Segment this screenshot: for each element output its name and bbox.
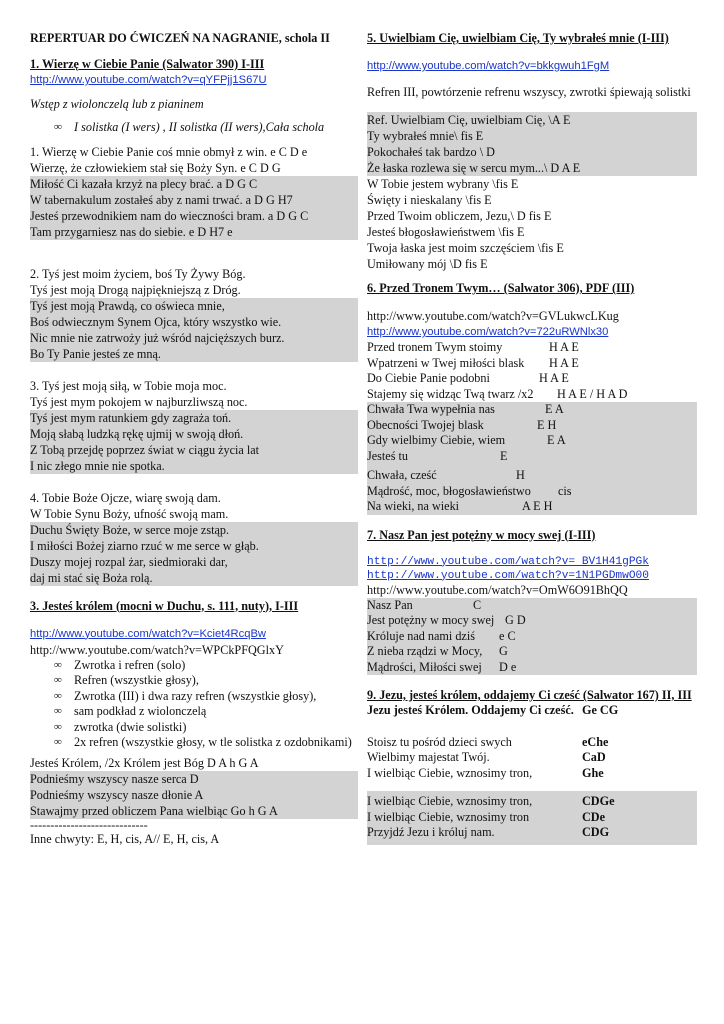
lyric-text: Chwała Twa wypełnia nas [367, 402, 495, 416]
song-1-verse-2 [30, 266, 358, 362]
lyric-text: Stajemy się widząc Twą twarz /x2 [367, 386, 534, 401]
lyric-line [367, 387, 697, 403]
lyric-line: Umiłowany mój \D fis E [367, 257, 488, 271]
page-title: REPERTUAR DO ĆWICZEŃ NA NAGRANIE, schola II [30, 31, 330, 45]
lyric-line [367, 598, 697, 614]
song-5-heading: 5. Uwielbiam Cię, uwielbiam Cię, Ty wybrałeś mnie (I-III) [367, 31, 669, 45]
chords: Ghe [582, 765, 604, 780]
song-5-lyrics [367, 112, 697, 272]
lyric-line: Podnieśmy wszyscy nasze dłonie A [30, 787, 358, 803]
lyric-text: Stoisz tu pośród dzieci swych [367, 734, 512, 749]
lyric-line: Moją słabą ludzką rękę ujmij w swoją dłoń. [30, 426, 358, 442]
lyric-line: I nic złego mnie nie spotka. [30, 458, 358, 474]
lyric-line: Nic mnie nie zatrwoży już wśród najcięższych burz. [30, 330, 358, 346]
list-item: ∞ 2x refren (wszystkie głosy, w tle solistka z ozdobnikami) [54, 735, 358, 751]
lyric-line [367, 402, 697, 418]
separator-line: ----------------------------- [30, 817, 148, 832]
song-6-heading: 6. Przed Tronem Twym… (Salwator 306), PDF (III) [367, 281, 635, 295]
lyric-line: I miłości Bożej ziarno rzuć w me serce w głąb. [30, 538, 358, 554]
lyric-text: Wpatrzeni w Twej miłości blask [367, 355, 525, 370]
chords: E A [547, 433, 566, 447]
song-3-heading: 3. Jesteś królem (mocni w Duchu, s. 111, nuty), I-III [30, 598, 299, 613]
list-item: ∞ Zwrotka (III) i dwa razy refren (wszystkie głosy), [54, 689, 358, 705]
song-7-heading: 7. Nasz Pan jest potężny w mocy swej (I-III) [367, 527, 596, 542]
song-7-link-1[interactable]: http://www.youtube.com/watch?v= BV1H41gPGk [367, 555, 649, 568]
lyric-line: W tabernakulum zostałeś aby z nami trwać. a D G H7 [30, 192, 358, 208]
song-1-verse-4 [30, 490, 358, 586]
song-9-heading-text: 9. Jezu, jesteś królem, oddajemy Ci cześć (Salwator 167) II, III [367, 688, 692, 702]
song-1-heading: 1. Wierzę w Ciebie Panie (Salwator 390) I-III [30, 57, 265, 71]
lyric-line [367, 766, 697, 782]
lyric-text: Nasz Pan [367, 597, 413, 612]
song-6-link-plain: http://www.youtube.com/watch?v=GVLukwcLKug [367, 309, 619, 323]
lyric-line [367, 644, 697, 660]
lyric-line [367, 356, 697, 372]
lyric-line: Tyś jest mym pokojem w najburzliwszą noc. [30, 394, 248, 409]
list-item: ∞ Refren (wszystkie głosy), [54, 673, 358, 689]
lyric-line [367, 810, 697, 826]
chords: G [499, 644, 508, 658]
lyric-line: Jesteś przewodnikiem nam do wieczności bram. a D G C [30, 208, 358, 224]
lyric-line: W Tobie jestem wybrany \fis E [367, 177, 519, 191]
chords: CDe [582, 809, 606, 824]
song-7-link-plain: http://www.youtube.com/watch?v=OmW6O91BhQQ [367, 582, 628, 597]
lyric-text: Do Ciebie Panie podobni [367, 371, 490, 385]
lyric-line: Święty i nieskalany \fis E [367, 193, 492, 207]
song-5-note: Refren III, powtórzenie refrenu wszyscy, zwrotki śpiewają solistki [367, 85, 691, 99]
subtitle-text: Jezu jesteś Królem. Oddajemy Ci cześć. [367, 703, 574, 717]
song-5-link[interactable]: http://www.youtube.com/watch?v=bkkgwuh1FgM [367, 60, 610, 72]
lyric-line [367, 794, 697, 810]
chords: E [500, 448, 508, 463]
chords: A E H [522, 499, 553, 513]
chords: CDG [582, 825, 610, 839]
right-column [367, 30, 697, 845]
lyric-line: 1. Wierzę w Ciebie Panie coś mnie obmył z win. e C D e [30, 144, 308, 159]
lyric-line [367, 499, 697, 515]
lyric-text: Wielbimy majestat Twój. [367, 750, 490, 764]
chords: e C [499, 628, 516, 643]
lyric-line: Z Tobą przejdę poprzez świat w ciągu życia lat [30, 442, 358, 458]
song-1-bullets [30, 120, 358, 136]
chords: Ge CG [582, 703, 619, 717]
chords: E A [545, 402, 564, 416]
song-9-verse-2 [367, 791, 697, 845]
chords: H A E [539, 371, 569, 385]
chords: C [473, 597, 482, 612]
song-1-intro: Wstęp z wiolonczelą lub z pianinem [30, 97, 204, 111]
lyric-text: Przyjdź Jezu i króluj nam. [367, 825, 495, 839]
chords: CDGe [582, 794, 615, 808]
song-9-heading [367, 687, 697, 703]
lyric-line: Stawajmy przed obliczem Pana wielbiąc Go h G A [30, 803, 358, 819]
song-1-verse-1 [30, 144, 358, 240]
lyric-line: Przed Twoim obliczem, Jezu,\ D fis E [367, 209, 552, 223]
lyric-line [367, 371, 697, 387]
lyric-text: Króluje nad nami dziś [367, 628, 475, 643]
lyric-line [367, 468, 697, 484]
lyric-text: I wielbiąc Ciebie, wznosimy tron [367, 809, 530, 824]
lyric-line: Tyś jest mym ratunkiem gdy zagraża toń. [30, 410, 358, 426]
chords: D e [499, 659, 517, 674]
lyric-line: Bo Ty Panie jesteś ze mną. [30, 346, 358, 362]
lyric-line: daj mi stać się Boża rolą. [30, 570, 358, 586]
list-item: ∞ zwrotka (dwie solistki) [54, 720, 358, 736]
lyric-text: Przed tronem Twym stoimy [367, 340, 503, 354]
lyric-line: Ty wybrałeś mnie\ fis E [367, 128, 697, 144]
song-7-lyrics [367, 598, 697, 676]
lyric-line [367, 340, 697, 356]
lyric-line: Tyś jest moją Prawdą, co oświeca mnie, [30, 298, 358, 314]
chords: H A E / H A D [557, 386, 628, 401]
song-9-verse-1 [367, 735, 697, 782]
list-item: ∞ I solistka (I wers) , II solistka (II wers),Cała schola [54, 120, 358, 136]
song-1-link[interactable]: http://www.youtube.com/watch?v=qYFPjj1S67U [30, 74, 267, 86]
song-3-link-1[interactable]: http://www.youtube.com/watch?v=Kciet4RcqBw [30, 627, 266, 640]
lyric-text: I wielbiąc Ciebie, wznosimy tron, [367, 765, 533, 780]
lyric-line: Twoja łaska jest moim szczęściem \fis E [367, 241, 564, 255]
lyric-text: Jest potężny w mocy swej [367, 613, 495, 627]
lyric-line: W Tobie Synu Boży, ufność swoją mam. [30, 506, 229, 521]
lyric-line [367, 735, 697, 751]
lyric-text: Z nieba rządzi w Mocy, [367, 644, 483, 658]
chords: H A E [549, 355, 579, 370]
left-column [30, 30, 358, 847]
lyric-line: Miłość Ci kazała krzyż na plecy brać. a D G C [30, 176, 358, 192]
lyric-line: Jesteś Królem, /2x Królem jest Bóg D A h G A [30, 755, 259, 770]
lyric-line [367, 449, 697, 465]
lyric-line: Tyś jest moją Drogą najpiękniejszą z Dróg. [30, 282, 241, 297]
lyric-line: Jesteś błogosławieństwem \fis E [367, 225, 525, 239]
song-6-link[interactable]: http://www.youtube.com/watch?v=722uRWNlx30 [367, 326, 609, 338]
lyric-text: Na wieki, na wieki [367, 499, 460, 513]
lyric-line [367, 660, 697, 676]
lyric-text: Obecności Twojej blask [367, 417, 484, 432]
lyric-line: Pokochałeś tak bardzo \ D [367, 144, 697, 160]
lyric-text: Jesteś tu [367, 448, 408, 463]
song-9-subtitle [367, 703, 697, 719]
song-6-verse [367, 340, 697, 402]
lyric-line [367, 750, 697, 766]
lyric-line: 4. Tobie Boże Ojcze, wiarę swoją dam. [30, 490, 221, 505]
chords: eChe [582, 734, 609, 749]
list-item: ∞ sam podkład z wiolonczelą [54, 704, 358, 720]
lyric-line [367, 418, 697, 434]
song-3-lyrics [30, 755, 358, 847]
lyric-line [367, 484, 697, 500]
lyric-line: 2. Tyś jest moim życiem, boś Ty Żywy Bóg. [30, 266, 246, 281]
chords: E H [537, 417, 557, 432]
lyric-line: 3. Tyś jest moją siłą, w Tobie moja moc. [30, 378, 227, 393]
chords: H [516, 468, 525, 482]
lyric-line: Inne chwyty: E, H, cis, A// E, H, cis, A [30, 831, 220, 846]
chords: CaD [582, 750, 606, 764]
lyric-text: I wielbiąc Ciebie, wznosimy tron, [367, 794, 533, 808]
lyric-line: Duchu Święty Boże, w serce moje zstąp. [30, 522, 358, 538]
song-3-bullets [30, 658, 358, 751]
lyric-line [367, 613, 697, 629]
lyric-line: Podnieśmy wszyscy nasze serca D [30, 771, 358, 787]
lyric-text: Mądrość, moc, błogosławieństwo [367, 483, 531, 498]
lyric-line: Ref. Uwielbiam Cię, uwielbiam Cię, \A E [367, 112, 697, 128]
lyric-text: Chwała, cześć [367, 468, 437, 482]
lyric-line: Tam przygarniesz nas do siebie. e D H7 e [30, 224, 358, 240]
song-7-link-2[interactable]: http://www.youtube.com/watch?v=1N1PGDmwO00 [367, 569, 649, 582]
lyric-line [367, 629, 697, 645]
song-1-verse-3 [30, 378, 358, 474]
chords: cis [558, 483, 572, 498]
lyric-line: Duszy mojej rozpal żar, siedmioraki dar, [30, 554, 358, 570]
lyric-text: Gdy wielbimy Ciebie, wiem [367, 433, 506, 447]
lyric-line: Że łaska rozlewa się w sercu mym...\ D A E [367, 160, 697, 176]
list-item: ∞ Zwrotka i refren (solo) [54, 658, 358, 674]
lyric-line [367, 825, 697, 841]
lyric-line: Boś odwiecznym Synem Ojca, który wszystko wie. [30, 314, 358, 330]
chords: G D [505, 613, 526, 627]
lyric-line: Wierzę, że człowiekiem stał się Boży Syn. e C D G [30, 160, 281, 175]
chords: H A E [549, 340, 579, 354]
lyric-text: Mądrości, Miłości swej [367, 659, 482, 674]
song-6-refrain [367, 402, 697, 515]
lyric-line [367, 433, 697, 449]
song-3-link-2: http://www.youtube.com/watch?v=WPCkPFQGlxY [30, 642, 284, 657]
